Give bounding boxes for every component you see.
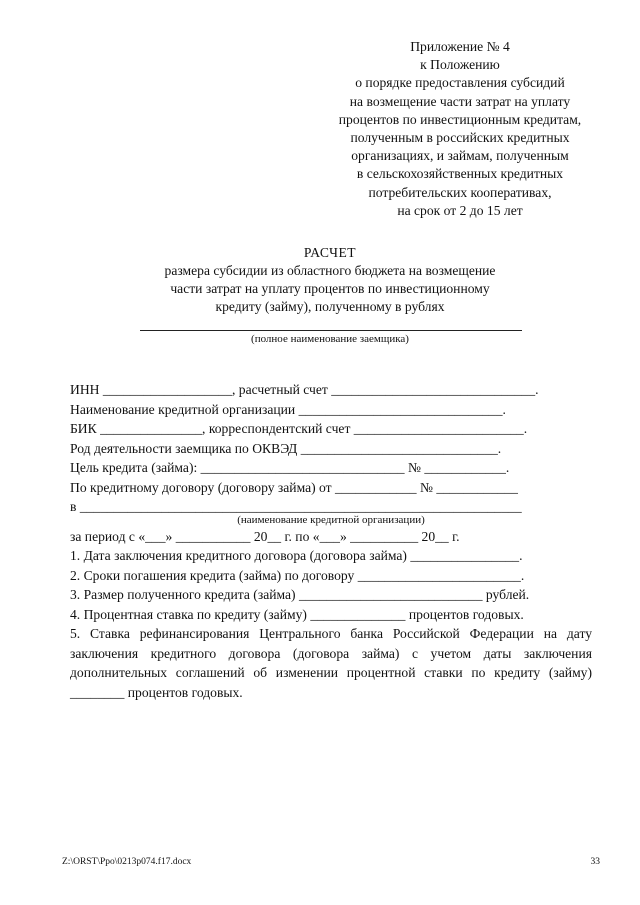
appendix-line: потребительских кооперативах, <box>368 184 552 200</box>
title-line: части затрат на уплату процентов по инвестиционному <box>170 281 490 296</box>
loan-agreement-line: По кредитному договору (договору займа) от ____________ № ____________ <box>70 479 518 495</box>
appendix-line: организациях, и займам, полученным <box>351 148 569 164</box>
bank-name-line: Наименование кредитной организации ______________________________. <box>70 401 506 417</box>
appendix-line: к Положению <box>420 57 500 73</box>
inn-line: ИНН ___________________, расчетный счет ______________________________. <box>70 382 539 397</box>
appendix-line: в сельскохозяйственных кредитных <box>356 166 564 182</box>
form-body <box>70 380 592 702</box>
item-2: 2. Сроки погашения кредита (займа) по договору ________________________. <box>70 567 525 583</box>
footer-page-number: 33 <box>590 857 600 867</box>
bank-caption: (наименование кредитной организации) <box>237 513 425 526</box>
okved-line: Род деятельности заемщика по ОКВЭД _____________________________. <box>70 440 502 456</box>
title-heading: РАСЧЕТ <box>303 245 357 260</box>
footer-file-path: Z:\ORST\Ppo\0213p074.f17.docx <box>62 857 192 867</box>
appendix-line: на возмещение части затрат на уплату <box>349 93 571 109</box>
borrower-name-field <box>140 330 522 331</box>
item-4: 4. Процентная ставка по кредиту (займу) ______________ процентов годовых. <box>70 606 524 622</box>
item-1: 1. Дата заключения кредитного договора (договора займа) ________________. <box>70 548 523 563</box>
appendix-line: полученным в российских кредитных <box>350 130 570 146</box>
bank-line: в _________________________________________________________________ <box>70 499 522 514</box>
period-line: за период с «___» ___________ 20__ г. по «___» __________ 20__ г. <box>70 528 460 544</box>
bik-line: БИК _______________, корреспондентский счет _________________________. <box>70 421 528 436</box>
item-5: 5. Ставка рефинансирования Центрального банка Российской Федерации на дату заключения кредитного договора (договора займа) с учетом даты заключения дополнительных соглашений об изменении процентной ставки по кредиту (займу) ________ процентов годовых. <box>70 626 592 700</box>
title-line: кредиту (займу), полученному в рублях <box>215 299 445 314</box>
loan-purpose-line: Цель кредита (займа): ______________________________ № ____________. <box>70 460 510 475</box>
item-3: 3. Размер полученного кредита (займа) ___________________________ рублей. <box>70 587 530 602</box>
appendix-line: на срок от 2 до 15 лет <box>397 202 523 218</box>
borrower-name-caption: (полное наименование заемщика) <box>251 333 409 345</box>
appendix-header <box>300 38 620 220</box>
title-line: размера субсидии из областного бюджета на возмещение <box>164 263 496 278</box>
appendix-line: Приложение № 4 <box>410 39 510 54</box>
appendix-line: о порядке предоставления субсидий <box>355 75 565 91</box>
document-title <box>60 244 600 316</box>
appendix-line: процентов по инвестиционным кредитам, <box>338 111 582 127</box>
